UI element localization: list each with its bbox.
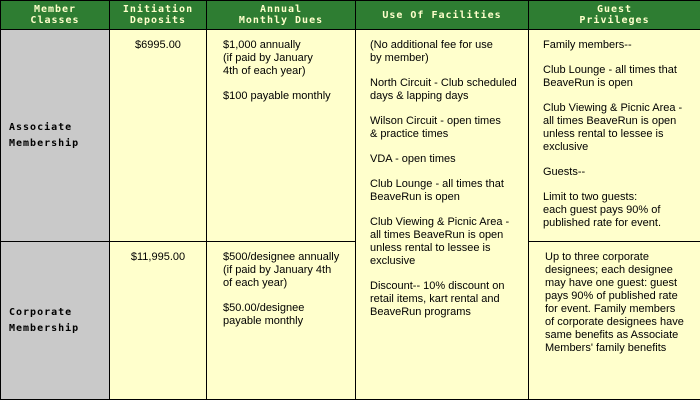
- header-member-classes: Member Classes: [1, 1, 110, 30]
- corporate-class-label: Corporate Membership: [1, 242, 110, 400]
- header-use-of-facilities: Use Of Facilities: [356, 1, 529, 30]
- header-annual-dues: Annual Monthly Dues: [207, 1, 356, 30]
- corporate-dues: $500/designee annually (if paid by January 4th of each year) $50.00/designee payable monthly: [207, 242, 356, 400]
- associate-class-label: Associate Membership: [1, 30, 110, 242]
- corporate-guest-privileges: Up to three corporate designees; each designee may have one guest: guest pays 90% of published rate for event. Family members of corporate designees have same benefits as Associate Members' family benefits: [529, 242, 700, 400]
- associate-dues: $1,000 annually (if paid by January 4th of each year) $100 payable monthly: [207, 30, 356, 242]
- associate-row: [1, 30, 700, 242]
- corporate-deposit: $11,995.00: [110, 242, 207, 400]
- associate-deposit: $6995.00: [110, 30, 207, 242]
- facilities-cell: (No additional fee for use by member) North Circuit - Club scheduled days & lapping days Wilson Circuit - open times & practice times VDA - open times Club Lounge - all times that BeaveRun is open Club Viewing & Picnic Area - all times BeaveRun is open unless rental to lessee is exclusive Discount-- 10% discount on retail items, kart rental and BeaveRun programs: [356, 30, 529, 400]
- header-initiation-deposits: Initiation Deposits: [110, 1, 207, 30]
- header-guest-privileges: Guest Privileges: [529, 1, 700, 30]
- associate-guest-privileges: Family members-- Club Lounge - all times that BeaveRun is open Club Viewing & Picnic Area - all times BeaveRun is open unless rental to lessee is exclusive Guests-- Limit to two guests: each guest pays 90% of published rate for event.: [529, 30, 700, 242]
- header-row: [1, 1, 700, 30]
- corporate-row: [1, 242, 700, 400]
